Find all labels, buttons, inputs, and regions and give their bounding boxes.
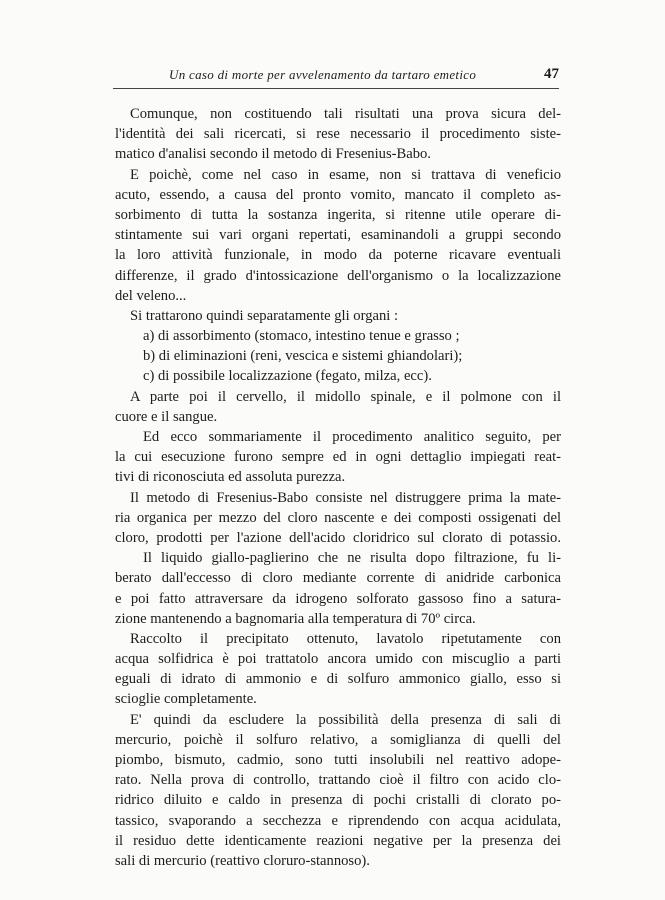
text-line: E poichè, come nel caso in esame, non si trattava di veneficio bbox=[130, 166, 561, 183]
text-line: stintamente sui vari organi repertati, esaminandoli a gruppi secondo bbox=[115, 227, 561, 244]
text-line: Il liquido giallo-paglierino che ne risulta dopo filtrazione, fu li- bbox=[143, 550, 561, 567]
text-line: Si trattarono quindi separatamente gli organi : bbox=[130, 307, 399, 324]
running-header bbox=[113, 66, 559, 89]
text-line: cuore e il sangue. bbox=[115, 408, 218, 425]
text-line: acqua solfidrica è poi trattatolo ancora umido con miscuglio a parti bbox=[115, 651, 561, 668]
text-line: e poi fatto attraversare da idrogeno solforato gassoso fino a satura- bbox=[115, 590, 561, 607]
text-line: Raccolto il precipitato ottenuto, lavatolo ripetutamente con bbox=[130, 630, 561, 647]
text-line: acuto, essendo, a causa del pronto vomito, mancato il completo as- bbox=[115, 186, 561, 203]
text-line: Ed ecco sommariamente il procedimento analitico seguito, per bbox=[143, 429, 561, 445]
text-line: la cui esecuzione furono sempre ed in ogni dettaglio impiegati reat- bbox=[115, 449, 561, 466]
text-line: tassico, svaporando a secchezza e riprendendo con acqua acidulata, bbox=[115, 812, 561, 829]
text-line: cloro, prodotti per l'azione dell'acido cloridrico sul clorato di potassio. bbox=[115, 529, 561, 546]
text-line: berato dall'eccesso di cloro mediante corrente di anidride carbonica bbox=[115, 570, 561, 587]
text-line: ridrico diluito e caldo in presenza di pochi cristalli di clorato po- bbox=[115, 792, 561, 809]
text-line: scioglie completamente. bbox=[115, 691, 257, 708]
text-line: differenze, il grado d'intossicazione dell'organismo o la localizzazione bbox=[115, 267, 561, 284]
page-number: 47 bbox=[544, 66, 559, 82]
text-line: eguali di idrato di ammonio e di solfuro ammonico giallo, esso si bbox=[115, 671, 561, 688]
text-line: Comunque, non costituendo tali risultati una prova sicura del- bbox=[130, 106, 561, 122]
text-line: il residuo dette identicamente reazioni negative per la presenza dei bbox=[115, 832, 561, 849]
text-line: mercurio, poichè il solfuro relativo, a somiglianza di quelli del bbox=[115, 731, 561, 748]
text-line: matico d'analisi secondo il metodo di Fresenius-Babo. bbox=[115, 146, 431, 163]
list-item: b) di eliminazioni (reni, vescica e sistemi ghiandolari); bbox=[143, 348, 463, 365]
text-line: E' quindi da escludere la possibilità della presenza di sali di bbox=[130, 711, 561, 728]
text-line: piombo, bismuto, cadmio, sono tutti insolubili nel reattivo adope- bbox=[115, 752, 561, 768]
running-title: Un caso di morte per avvelenamento da tartaro emetico bbox=[169, 67, 477, 82]
text-line: l'identità dei sali ricercati, si rese necessario il procedimento siste- bbox=[115, 126, 561, 143]
text-line: sali di mercurio (reattivo cloruro-stannoso). bbox=[115, 852, 370, 869]
body-text bbox=[115, 104, 561, 871]
text-line: ria organica per mezzo del cloro nascente e dei composti ossigenati del bbox=[115, 509, 561, 526]
text-line: la loro attività funzionale, in modo da poterne ricavare eventuali bbox=[115, 247, 561, 264]
text-line: rato. Nella prova di controllo, trattando cioè il filtro con acido clo- bbox=[115, 772, 561, 789]
text-line: tivi di riconosciuta ed assoluta purezza. bbox=[115, 469, 346, 486]
text-line: sorbimento di tutta la sostanza ingerita, si ritenne utile operare di- bbox=[115, 206, 561, 223]
list-item: a) di assorbimento (stomaco, intestino tenue e grasso ; bbox=[143, 328, 460, 345]
text-line: zione mantenendo a bagnomaria alla temperatura di 70º circa. bbox=[115, 610, 476, 627]
text-line: del veleno... bbox=[115, 287, 187, 304]
text-line: A parte poi il cervello, il midollo spinale, e il polmone con il bbox=[130, 388, 561, 405]
list-item: c) di possibile localizzazione (fegato, milza, ecc). bbox=[143, 368, 432, 385]
text-line: Il metodo di Fresenius-Babo consiste nel distruggere prima la mate- bbox=[130, 489, 561, 506]
